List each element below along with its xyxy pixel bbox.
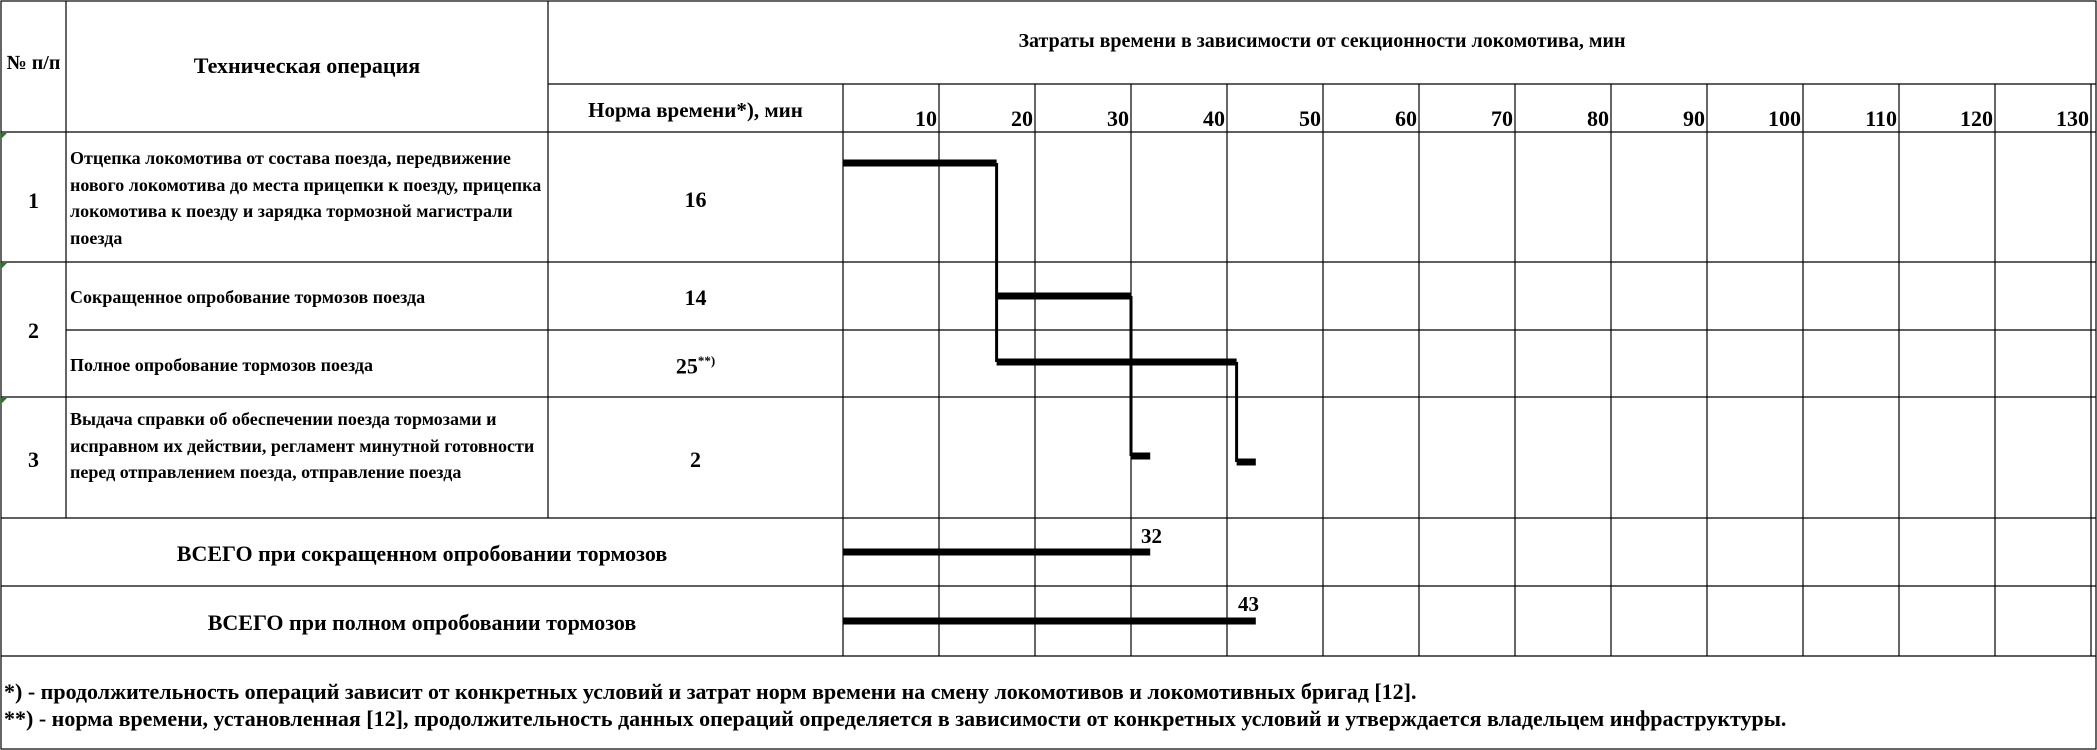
tick-label-70: 70	[1491, 106, 1513, 131]
tick-label-80: 80	[1587, 106, 1609, 131]
tick-label-50: 50	[1299, 106, 1321, 131]
tick-label-110: 110	[1865, 106, 1897, 131]
tick-label-100: 100	[1768, 106, 1801, 131]
total-short-value: 32	[1141, 524, 1162, 548]
cell-marker	[1, 263, 7, 269]
operation-text: Сокращенное опробование тормозов поезда	[70, 287, 426, 307]
total-full-value: 43	[1238, 592, 1259, 616]
time-costs-header: Затраты времени в зависимости от секционности локомотива, мин	[1018, 30, 1626, 52]
total-short-label: ВСЕГО при сокращенном опробовании тормозов	[176, 541, 668, 566]
tick-label-30: 30	[1107, 106, 1129, 131]
cell-marker	[1, 133, 7, 139]
row-num: 3	[28, 447, 39, 472]
tick-label-40: 40	[1203, 106, 1225, 131]
num-header: № п/п	[6, 52, 61, 74]
tick-label-20: 20	[1011, 106, 1033, 131]
tick-label-90: 90	[1683, 106, 1705, 131]
norm-value: 16	[684, 187, 707, 212]
tick-label-130: 130	[2056, 106, 2089, 131]
footnote-2: **) - норма времени, установленная [12], продолжительность данных операций определяется в зависимости от конкретных условий и утверждается владельцем инфраструктуры.	[4, 706, 1787, 731]
operation-text: Полное опробование тормозов поезда	[70, 355, 374, 375]
total-full-label: ВСЕГО при полном опробовании тормозов	[207, 610, 637, 635]
norm-header: Норма времени*), мин	[588, 98, 803, 122]
gantt-bars	[843, 163, 1256, 621]
operation-text: Выдача справки об обеспечении поезда тормозами и исправном их действии, регламент минутной готовности перед отправлением поезда, отправление поезда	[70, 409, 535, 482]
row-num: 2	[28, 318, 39, 343]
cell-marker	[1, 398, 7, 404]
tick-label-120: 120	[1960, 106, 1993, 131]
operation-text: Отцепка локомотива от состава поезда, передвижение нового локомотива до места прицепки к поезду, прицепка локомотива к поезду и зарядка тормозной магистрали поезда	[70, 148, 542, 248]
footnote-1: *) - продолжительность операций зависит от конкретных условий и затрат норм времени на смену локомотивов и локомотивных бригад [12].	[4, 679, 1417, 704]
operation-header: Техническая операция	[193, 53, 421, 78]
norm-value: 25**)	[675, 353, 716, 379]
tick-label-10: 10	[915, 106, 937, 131]
time-gridlines	[939, 84, 2091, 656]
row-num: 1	[28, 188, 39, 213]
tick-label-60: 60	[1395, 106, 1417, 131]
norm-value: 2	[690, 447, 701, 472]
norm-value: 14	[684, 285, 707, 310]
